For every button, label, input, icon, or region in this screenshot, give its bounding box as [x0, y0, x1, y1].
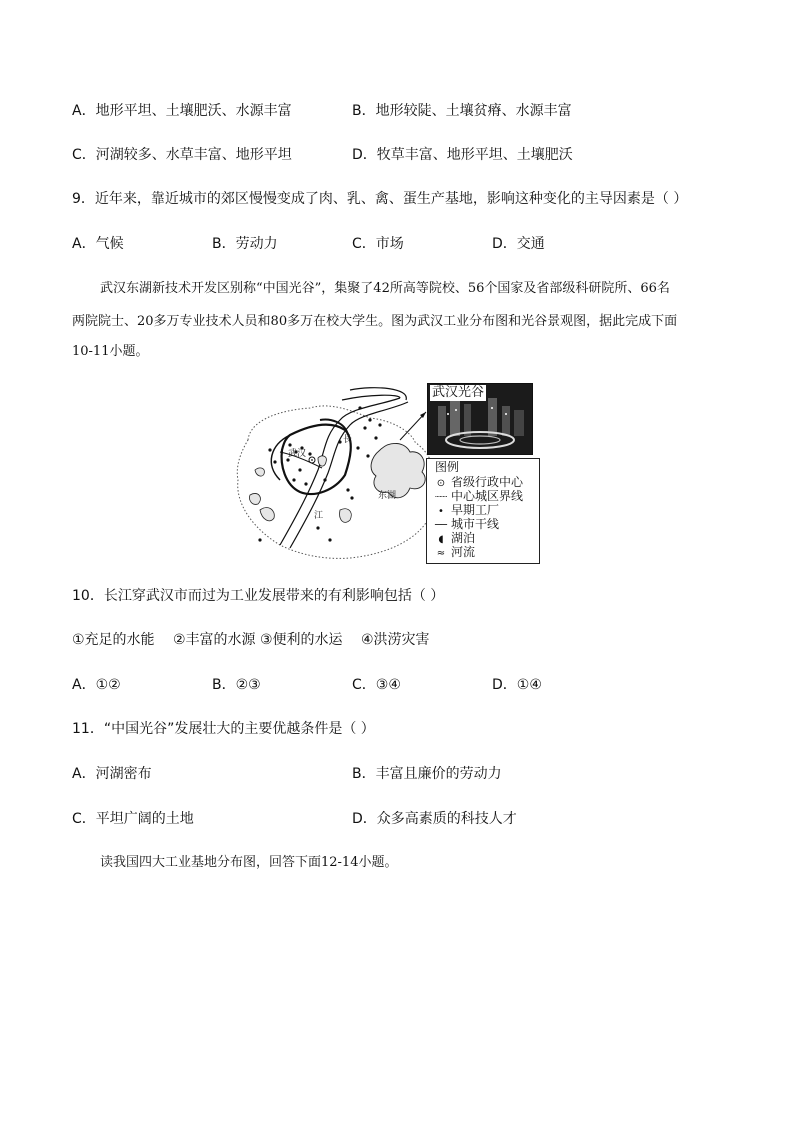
legend-item-lake: ◖ 湖泊	[431, 531, 475, 547]
legend-item-road: ── 城市干线	[431, 517, 499, 533]
q10-choices: ①充足的水能 ②丰富的水源 ③便利的水运 ④洪涝灾害	[72, 632, 430, 648]
q11-option-d: D．众多高素质的科技人才	[352, 811, 517, 827]
q10-option-b: B．②③	[212, 677, 261, 693]
legend-item-factory: • 早期工厂	[431, 503, 499, 519]
q8-option-a: A．地形平坦、土壤肥沃、水源丰富	[72, 103, 292, 119]
dot-icon: •	[438, 506, 444, 517]
legend-title: 图例	[435, 460, 460, 474]
passage-line-1: 武汉东湖新技术开发区别称“中国光谷”，集聚了42所高等院校、56个国家及省部级科研院所、66名	[100, 281, 670, 296]
q10-stem: 10．长江穿武汉市而过为工业发展带来的有利影响包括（ ）	[72, 588, 445, 604]
q11-option-b: B．丰富且廉价的劳动力	[352, 766, 502, 782]
q9-option-a: A．气候	[72, 236, 124, 252]
legend-item-province: ⊙ 省级行政中心	[431, 475, 523, 491]
map-label-wuhan: 武汉	[288, 449, 307, 459]
photo-title: 武汉光谷	[432, 385, 485, 400]
legend-item-river: ≈ 河流	[431, 545, 475, 561]
passage-line-2: 两院院士、20多万专业技术人员和80多万在校大学生。图为武汉工业分布图和光谷景观图，据此完成下面	[72, 314, 678, 329]
central-district-boundary	[282, 425, 351, 494]
map-legend	[426, 458, 540, 564]
q11-option-a: A．河湖密布	[72, 766, 152, 782]
map-label-donghu: 东湖	[378, 491, 397, 501]
q10-option-c: C．③④	[352, 677, 401, 693]
q8-option-b: B．地形较陡、土壤贫瘠、水源丰富	[352, 103, 572, 119]
solid-line-icon: ──	[434, 520, 448, 531]
legend-item-boundary: ┈┈ 中心城区界线	[431, 489, 523, 505]
q9-option-d: D．交通	[492, 236, 545, 252]
q11-option-c: C．平坦广阔的土地	[72, 811, 194, 827]
q10-option-a: A．①②	[72, 677, 121, 693]
q9-option-c: C．市场	[352, 236, 404, 252]
passage2-line-1: 读我国四大工业基地分布图，回答下面12-14小题。	[100, 855, 398, 870]
q9-option-b: B．劳动力	[212, 236, 278, 252]
q8-option-d: D．牧草丰富、地形平坦、土壤肥沃	[352, 147, 573, 163]
river-icon: ≈	[436, 548, 446, 559]
optics-valley-photo	[427, 383, 533, 455]
q10-option-d: D．①④	[492, 677, 542, 693]
map-label-jiang: 江	[314, 511, 324, 521]
q11-stem: 11．“中国光谷”发展壮大的主要优越条件是（ ）	[72, 721, 375, 737]
q8-option-c: C．河湖较多、水草丰富、地形平坦	[72, 147, 292, 163]
map-label-chang: 长	[343, 435, 353, 445]
lake-icon: ◖	[438, 534, 444, 545]
early-factories	[258, 406, 381, 541]
passage-line-3: 10-11小题。	[72, 344, 149, 359]
province-center-icon: ⊙	[436, 478, 446, 489]
q9-stem: 9．近年来，靠近城市的郊区慢慢变成了肉、乳、禽、蛋生产基地，影响这种变化的主导因素是（ ）	[72, 191, 688, 207]
dotted-line-icon: ┈┈	[434, 492, 448, 503]
